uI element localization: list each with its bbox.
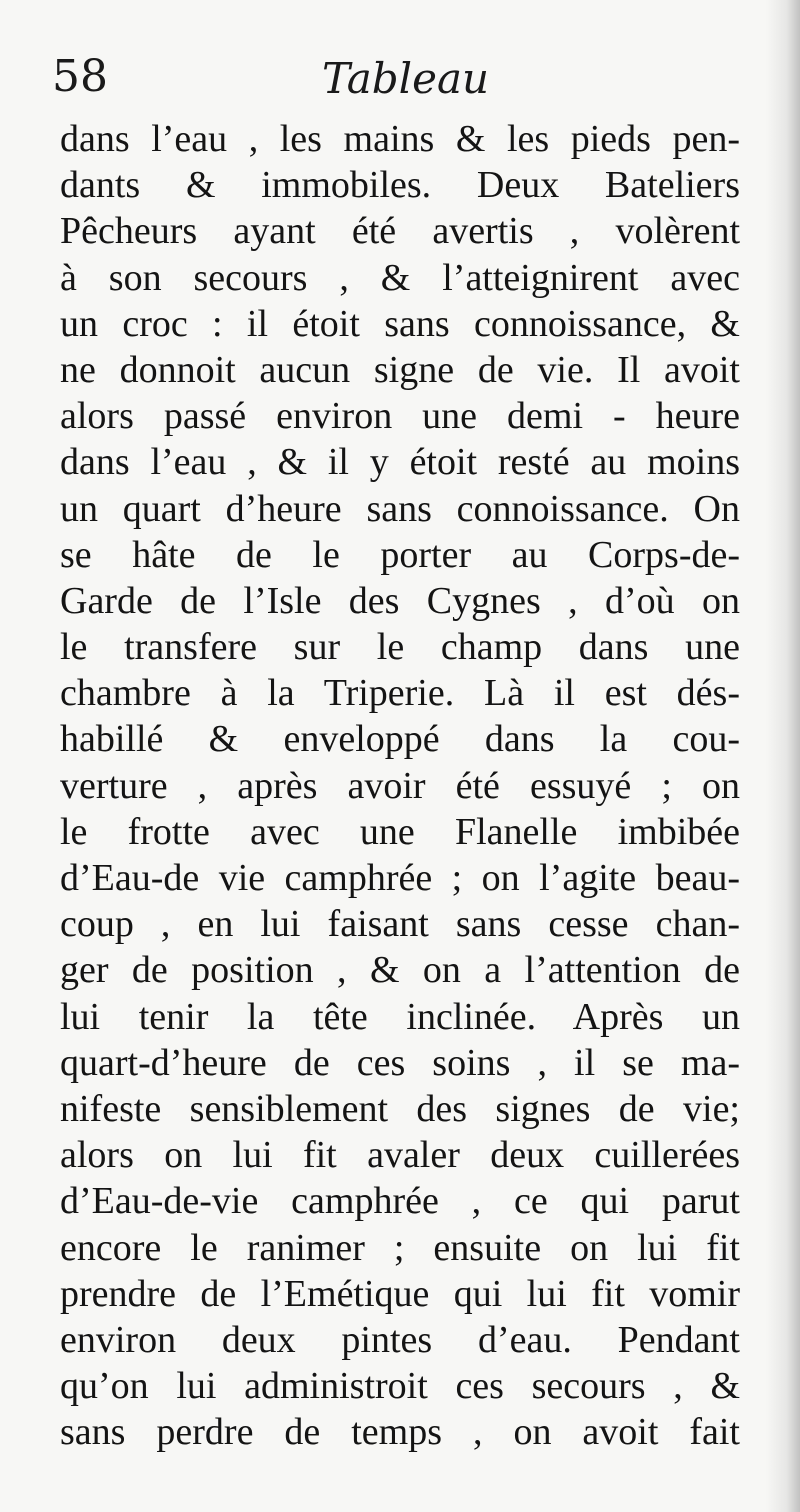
text-line: habillé & enveloppé dans la cou- (60, 718, 740, 761)
running-head (52, 46, 752, 106)
text-line: verture , après avoir été essuyé ; on (60, 764, 740, 807)
text-line: dans l’eau , les mains & les pieds pen- (60, 118, 740, 160)
text-line: se hâte de le porter au Corps-de- (60, 533, 740, 576)
text-line: environ deux pintes d’eau. Pendant (60, 1318, 740, 1361)
text-line: d’Eau-de-vie camphrée , ce qui parut (60, 1180, 740, 1223)
text-line: coup , en lui faisant sans cesse chan- (60, 903, 740, 946)
text-line: alors on lui fit avaler deux cuillerées (60, 1134, 740, 1177)
text-line: Pêcheurs ayant été avertis , volèrent (60, 210, 740, 253)
text-line: lui tenir la tête inclinée. Après un (60, 995, 740, 1038)
text-line: dans l’eau , & il y étoit resté au moins (60, 441, 740, 484)
text-line: nifeste sensiblement des signes de vie; (60, 1087, 740, 1130)
text-line: ne donnoit aucun signe de vie. Il avoit (60, 348, 740, 391)
text-line: ger de position , & on a l’attention de (60, 949, 740, 992)
text-line: qu’on lui administroit ces secours , & (60, 1365, 740, 1408)
text-line: prendre de l’Emétique qui lui fit vomir (60, 1272, 740, 1315)
text-line: Garde de l’Isle des Cygnes , d’où on (60, 579, 740, 622)
page-number: 58 (52, 51, 108, 102)
text-line: chambre à la Triperie. Là il est dés- (60, 672, 740, 715)
text-line: sans perdre de temps , on avoit fait (60, 1411, 740, 1454)
text-line: à son secours , & l’atteignirent avec (60, 256, 740, 299)
text-line: un quart d’heure sans connoissance. On (60, 487, 740, 530)
text-line: dants & immobiles. Deux Bateliers (60, 164, 740, 207)
text-line: quart-d’heure de ces soins , il se ma- (60, 1041, 740, 1084)
text-line: le transfere sur le champ dans une (60, 626, 740, 669)
body-text (60, 116, 740, 1455)
text-line: un croc : il étoit sans connoissance, & (60, 302, 740, 345)
running-title: Tableau (322, 54, 490, 103)
text-line: le frotte avec une Flanelle imbibée (60, 810, 740, 853)
text-line: d’Eau-de vie camphrée ; on l’agite beau- (60, 857, 740, 899)
text-line: encore le ranimer ; ensuite on lui fit (60, 1226, 740, 1269)
text-line: alors passé environ une demi - heure (60, 395, 740, 438)
